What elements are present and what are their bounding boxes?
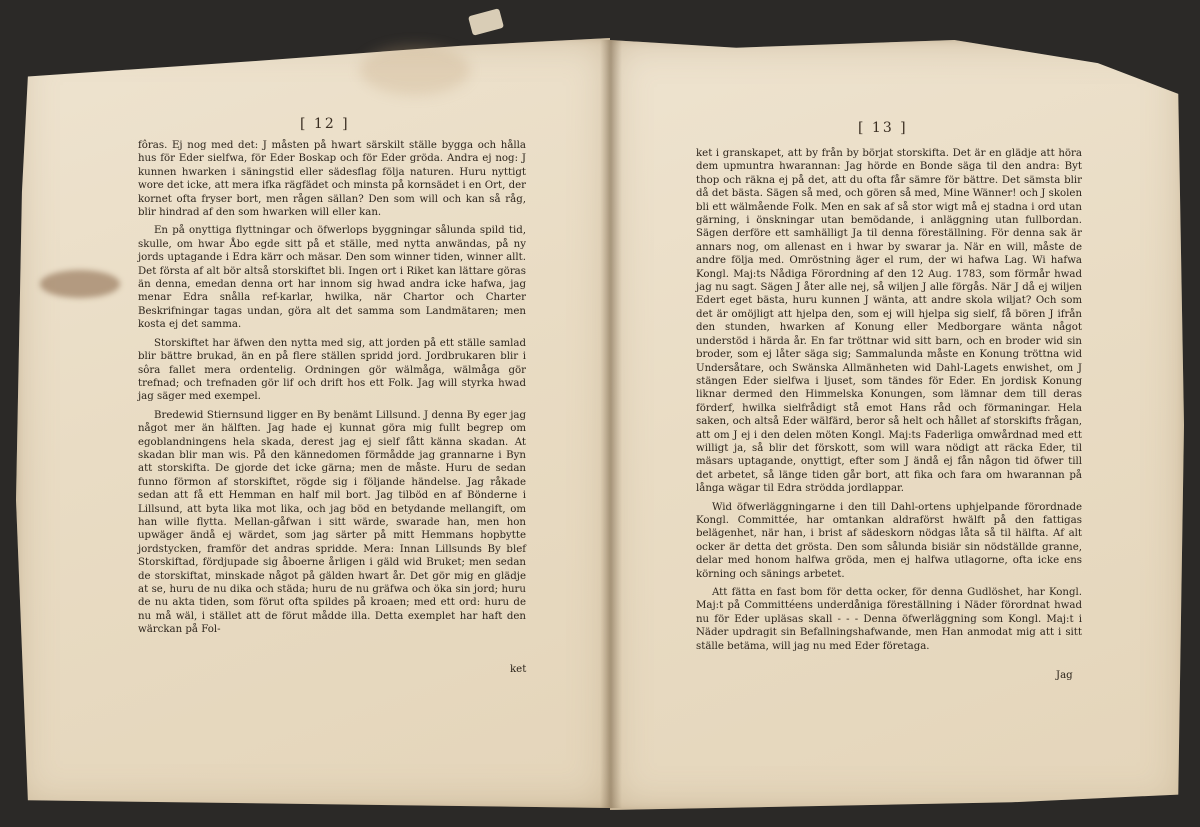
right-page-number: [ 13 ]: [858, 120, 908, 136]
paragraph: ket i granskapet, att by från by börjat storskifta. Det är en glädje att höra dem upmuntra hwarannan: Jag hörde en Bonde säga til den andra: Byt thop och räkna ej på det, att du ofta får sämre för bättre. Det sämsta blir då det bästa. Sägen så med, och gören så med, Mine Wänner! och J skolen bli ett wälmående Folk. Men en sak af så stor wigt må ej stadna i ord utan gärning, i önskningar utan bemödande, i anläggning utan fullbordan. Sägen derföre ett samhälligt Ja til denna föreställning. För denna sak är annars nog, om allenast en i hwar by swarar ja. När en will, måste de andre följa med. Omröstning äger el rum, der wi hafwa Lag. Wi hafwa Kongl. Maj:ts Nådiga Förordning af den 12 Aug. 1783, som förmår hwad jag nu sagt. Sägen J åter alle nej, så wiljen J alle förgås. När J då ej wiljen Edert eget bästa, huru kunnen J wänta, att andre skola wiljat? Och som det är omöjligt att hjelpa den, som ej will hjelpa sig sielf, få bören J ifrån den stunden, hwarken af Konung eller Medborgare wänta något understöd i härda år. En far tröttnar wid sitt barn, och en broder wid sin broder, som ej låter säga sig; Sammalunda måste en Konung tröttna wid Undersåtare, och Swänska Allmänheten wid Dahl-Lagets enwishet, om J stängen Eder sielfwa i ljuset, som tändes för Eder. En jordisk Konung liknar dermed den Himmelska Konungen, som lämnar dem till deras förderf, hwilka sielfrådigt stå emot Hans råd och förmaningar. Hela saken, och altså Eder wälfärd, beror så helt och hållet af storskifts frågan, att om J ej i den delen möten Kongl. Maj:ts Faderliga omwårdnad med ett willigt ja, så blir det förskott, som will wara nödigt att räcka Eder, til mäsars uptagande, onyttigt, efter som J ändå ej fån någon tid öfwer till det arbetet, så länge tiden går bort, att fika och fara om hwarannan på långa wägar til Edra strödda jordlappar.: [696, 148, 1082, 495]
book-gutter: [600, 40, 622, 808]
paragraph: Wid öfwerläggningarne i den till Dahl-ortens uphjelpande förordnade Kongl. Committée, har omtankan aldraförst hwälft på den fattigas belägenhet, när han, i brist af sädeskorn nödgas låta så til hälfta. Af alt ocker är detta det grösta. Den som sålunda bisiär sin nödställde granne, delar med honom halfwa gröda, men ej halfwa utlagorne, ofta icke ens körning och sänings arbetet.: [696, 501, 1082, 580]
left-page-text: [138, 139, 526, 642]
paragraph: En på onyttiga flyttningar och öfwerlops byggningar sålunda spild tid, skulle, om hwar Åbo egde sitt på et ställe, med nytta anwändas, på ny jords uptagande i Edra kärr och mäsar. Den som winner tiden, winner allt. Det första af alt bör altså storskiftet bli. Ingen ort i Riket kan lättare göras än denna, emedan denna ort har innom sig hwad andra icke hafwa, jag menar Edra snålla ref-karlar, hwilka, när Chartor och Charter Beskrifningar tagas undan, göra alt det samma som Landmätaren; men kosta ej det samma.: [138, 225, 526, 331]
ink-smudge: [40, 270, 120, 298]
paragraph: fôras. Ej nog med det: J måsten på hwart särskilt ställe bygga och hålla hus för Eder sielfwa, för Eder Boskap och för Eder gröda. Andra ej nog: J kunnen hwarken i säningstid eller sädesflag följa naturen. Huru nyttigt wore det icke, att mera ifka rägfädet och minsta på kornsädet i en Ort, der kornet ofta fryser bort, men rågen sällan? Den som will och kan så råg, blir hindrad af den som hwarken will eller kan.: [138, 140, 526, 219]
left-page-number: [ 12 ]: [300, 116, 350, 132]
paper-stain: [360, 45, 470, 95]
right-page-text: [696, 147, 1082, 658]
paper-tab: [468, 8, 504, 36]
paragraph: Att fätta en fast bom för detta ocker, för denna Gudlöshet, har Kongl. Maj:t på Committéens underdåniga föreställning i Näder förordnat hwad nu för Eder upläsas skall - - - Denna öfwerläggning som Kongl. Maj:t i Näder updragit sin Befallningshafwande, men Han anmodat mig att i sitt ställe betäma, will jag nu med Eder företaga.: [696, 587, 1082, 652]
paragraph: Storskiftet har äfwen den nytta med sig, att jorden på ett ställe samlad blir bättre brukad, än en på flere ställen spridd jord. Jordbrukaren blir i sôra fallet mera ordentelig. Ordningen gör wälmåga, wälmåga gör trefnad; och trefnaden gör lif och drift hos ett Folk. Jag will styrka hwad jag säger med exempel.: [138, 337, 526, 403]
paragraph: Bredewid Stiernsund ligger en By benämt Lillsund. J denna By eger jag något mer än hälften. Jag hade ej kunnat göra mig fullt begrep om egoblandningens hela skada, derest jag ej sielf fått känna skadan. At skadan blir man wis. På den kännedomen förmådde jag grannarne i Byn att storskifta. De gjorde det icke gärna; men de måste. Huru de sedan funno förmon af storskiftet, rögde sig i följande händelse. Jag råkade sedan att få ett Hemman en half mil bort. Jag tilböd en af Bönderne i Lillsund, att byta lika mot lika, och jag böd en betydande mellangift, om han wille flytta. Mellan-gåfwan i sitt wärde, swarade han, men hon upwäger ändå ej wärdet, som jag särter på mitt Hemmans hopbytte jordstycken, framför det andras spridde. Mera: Innan Lillsunds By blef Storskiftad, fördjupade sig åboerne årligen i gäld wid Bruket; men sedan de storskiftat, minskade något på gälden hwart år. Det gör mig en glädje at se, huru de nu dika och städa; huru de nu gräfwa och öka sin jord; huru de nu akta tiden, som förut ofta spildes på kroaen; med ett ord: huru de nu må wäl, i stället att de förut mådde illa. Detta exemplet har haft den wärckan på Fol-: [138, 409, 526, 636]
right-catchword: Jag: [1056, 670, 1073, 681]
left-catchword: ket: [510, 664, 527, 675]
